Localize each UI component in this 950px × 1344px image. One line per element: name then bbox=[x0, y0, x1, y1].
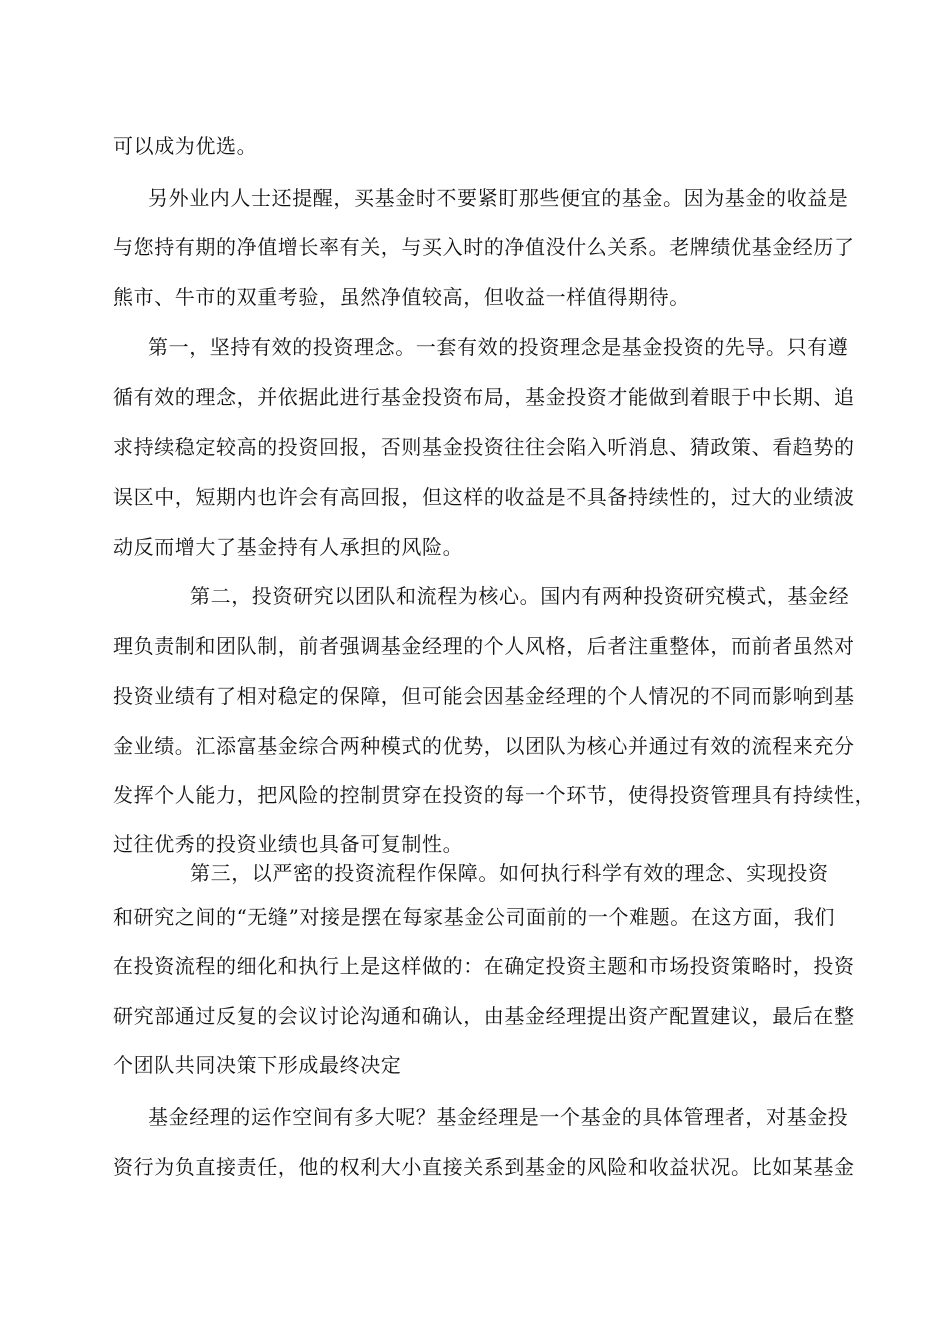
text-line: 熊市、牛市的双重考验，虽然净值较高，但收益一样值得期待。 bbox=[113, 285, 690, 309]
text-line: 基金经理的运作空间有多大呢？基金经理是一个基金的具体管理者，对基金投 bbox=[148, 1105, 849, 1129]
text-line: 个团队共同决策下形成最终决定 bbox=[113, 1053, 402, 1077]
text-line: 资行为负直接责任，他的权利大小直接关系到基金的风险和收益状况。比如某基金 bbox=[113, 1155, 855, 1179]
text-line: 循有效的理念，并依据此进行基金投资布局，基金投资才能做到着眼于中长期、追 bbox=[113, 385, 855, 409]
text-line: 第二，投资研究以团队和流程为核心。国内有两种投资研究模式，基金经 bbox=[190, 584, 850, 608]
text-line: 第三，以严密的投资流程作保障。如何执行科学有效的理念、实现投资 bbox=[190, 861, 829, 885]
text-line: 和研究之间的“无缝”对接是摆在每家基金公司面前的一个难题。在这方面，我们 bbox=[113, 905, 836, 929]
text-line: 可以成为优选。 bbox=[113, 134, 258, 158]
text-line: 动反而增大了基金持有人承担的风险。 bbox=[113, 535, 464, 559]
text-line: 发挥个人能力，把风险的控制贯穿在投资的每一个环节，使得投资管理具有持续性， bbox=[113, 783, 876, 807]
text-line: 误区中，短期内也许会有高回报，但这样的收益是不具备持续性的，过大的业绩波 bbox=[113, 485, 855, 509]
text-line: 金业绩。汇添富基金综合两种模式的优势，以团队为核心并通过有效的流程来充分 bbox=[113, 734, 855, 758]
text-line: 在投资流程的细化和执行上是这样做的：在确定投资主题和市场投资策略时，投资 bbox=[113, 954, 855, 978]
text-line: 投资业绩有了相对稳定的保障，但可能会因基金经理的个人情况的不同而影响到基 bbox=[113, 684, 855, 708]
text-line: 过往优秀的投资业绩也具备可复制性。 bbox=[113, 832, 464, 856]
text-line: 第一，坚持有效的投资理念。一套有效的投资理念是基金投资的先导。只有遵 bbox=[148, 335, 849, 359]
text-line: 另外业内人士还提醒，买基金时不要紧盯那些便宜的基金。因为基金的收益是 bbox=[148, 186, 849, 210]
text-line: 求持续稳定较高的投资回报，否则基金投资往往会陷入听消息、猜政策、看趋势的 bbox=[113, 435, 855, 459]
text-line: 研究部通过反复的会议讨论沟通和确认，由基金经理提出资产配置建议，最后在整 bbox=[113, 1004, 855, 1028]
text-line: 与您持有期的净值增长率有关，与买入时的净值没什么关系。老牌绩优基金经历了 bbox=[113, 235, 855, 259]
text-line: 理负责制和团队制，前者强调基金经理的个人风格，后者注重整体，而前者虽然对 bbox=[113, 634, 855, 658]
